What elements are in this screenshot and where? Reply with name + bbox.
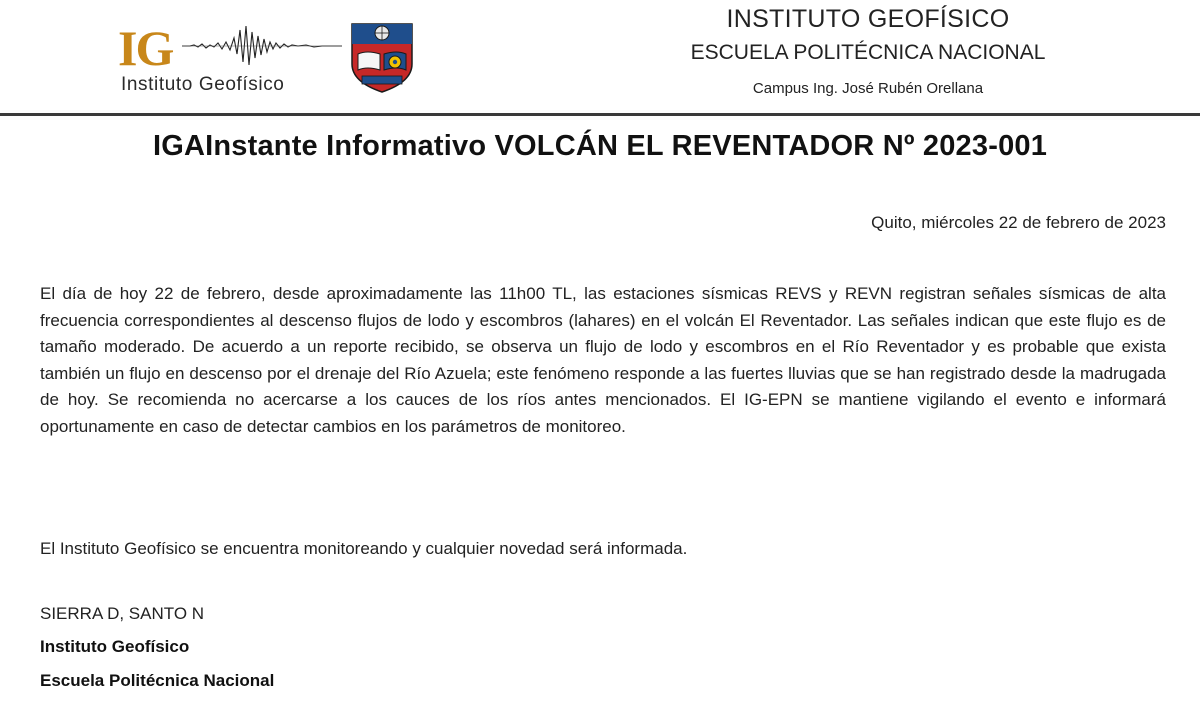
body-paragraph: El día de hoy 22 de febrero, desde aproximadamente las 11h00 TL, las estaciones sísmicas REVS y REVN registran señales sísmicas de alta frecuencia correspondientes al descenso flujos de lodo y escombros (lahares) en el volcán El Reventador. Las señales indican que este flujo es de tamaño moderado. De acuerdo a un reporte recibido, se observa un flujo de lodo y escombros en el Río Reventador y es probable que exista también un flujo en descenso por el drenaje del Río Azuela; este fenómeno responde a las fuertes lluvias que se han registrado desde la madrugada de hoy. Se recomienda no acercarse a los cauces de los ríos antes mencionados. El IG-EPN se mantiene vigilando el evento e informará oportunamente en caso de detectar cambios en los parámetros de monitoreo. [40, 284, 1166, 436]
letterhead [0, 0, 1200, 113]
signature-institution: Instituto Geofísico [40, 637, 190, 656]
school-name: ESCUELA POLITÉCNICA NACIONAL [690, 41, 1046, 64]
institution-name: INSTITUTO GEOFÍSICO [726, 5, 1010, 33]
seismogram-icon [182, 22, 342, 68]
header-divider [0, 113, 1200, 116]
document-title: IGAInstante Informativo VOLCÁN EL REVENTADOR Nº 2023-001 [152, 130, 1048, 162]
closing-statement: El Instituto Geofísico se encuentra monitoreando y cualquier novedad será informada. [40, 539, 688, 558]
signature-school: Escuela Politécnica Nacional [40, 671, 275, 690]
document-date: Quito, miércoles 22 de febrero de 2023 [871, 213, 1166, 232]
institution-block [660, 4, 1076, 98]
ig-logo-letters: IG [118, 20, 173, 76]
campus-name: Campus Ing. José Rubén Orellana [752, 80, 984, 97]
signature-authors: SIERRA D, SANTO N [40, 604, 205, 623]
epn-seal-icon [348, 20, 416, 94]
ig-logo-caption: Instituto Geofísico [121, 74, 285, 95]
ig-logo [118, 20, 343, 98]
